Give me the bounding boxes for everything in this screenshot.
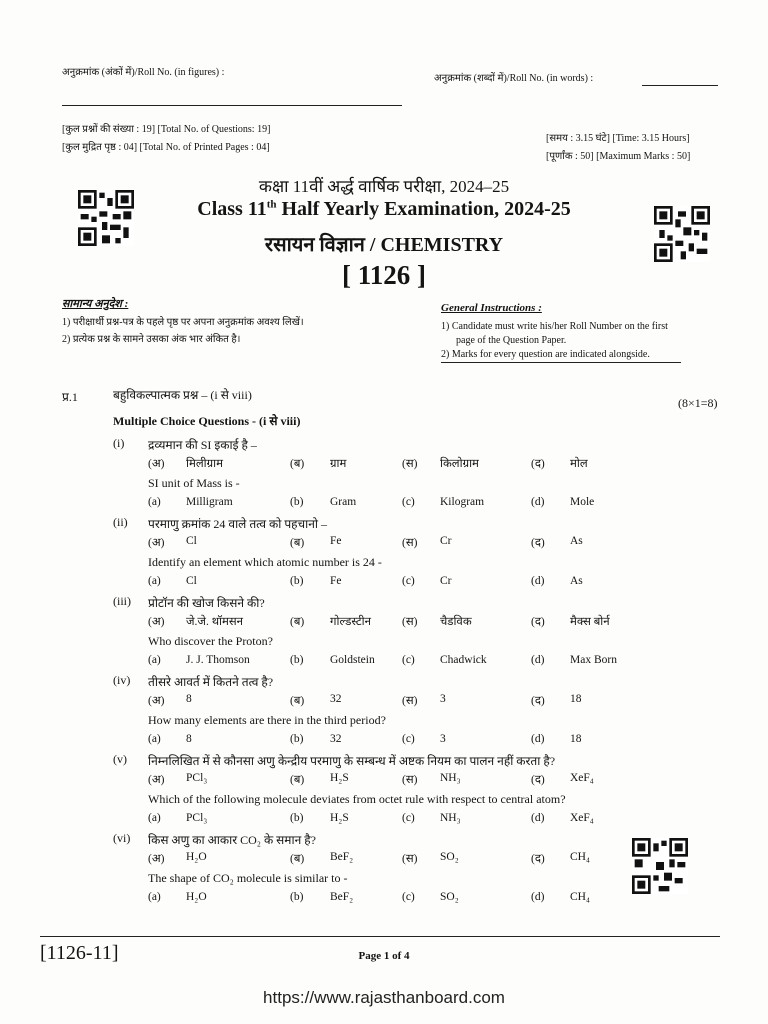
option-text-english: Chadwick bbox=[440, 654, 487, 666]
option-text-english: H₂S bbox=[330, 812, 349, 824]
option-text-hindi: गोल्डस्टीन bbox=[330, 616, 371, 628]
option-text-english: J. J. Thomson bbox=[186, 654, 250, 666]
roll-figures-label: अनुक्रमांक (अंकों में)/Roll No. (in figures) : bbox=[62, 67, 225, 78]
question-text-english: SI unit of Mass is - bbox=[148, 476, 240, 490]
option-label-hindi: (अ) bbox=[148, 774, 165, 786]
option-label-english: (d) bbox=[531, 496, 545, 508]
option-text-hindi: PCl₃ bbox=[186, 772, 208, 784]
option-label-english: (c) bbox=[402, 812, 415, 824]
option-label-hindi: (द) bbox=[531, 774, 545, 786]
option-text-hindi: 8 bbox=[186, 693, 192, 705]
option-label-english: (b) bbox=[290, 496, 304, 508]
option-text-hindi: Fe bbox=[330, 535, 342, 547]
option-text-english: Goldstein bbox=[330, 654, 375, 666]
instruction-hindi-2: 2) प्रत्येक प्रश्न के सामने उसका अंक भार अंकित है। bbox=[62, 334, 241, 345]
roll-words-line bbox=[642, 85, 718, 86]
option-label-hindi: (अ) bbox=[148, 695, 165, 707]
option-text-english: Gram bbox=[330, 496, 357, 508]
option-label-hindi: (स) bbox=[402, 537, 418, 549]
option-text-english: XeF₄ bbox=[570, 812, 594, 824]
option-text-english: BeF₂ bbox=[330, 891, 354, 903]
option-text-english: Cl bbox=[186, 575, 197, 587]
option-label-english: (d) bbox=[531, 891, 545, 903]
option-text-hindi: CH₄ bbox=[570, 851, 590, 863]
question-text-english: Identify an element which atomic number is 24 - bbox=[148, 555, 382, 569]
q1-number: प्र.1 bbox=[62, 390, 78, 404]
option-label-english: (d) bbox=[531, 575, 545, 587]
option-label-hindi: (स) bbox=[402, 458, 418, 470]
option-label-hindi: (स) bbox=[402, 774, 418, 786]
option-label-english: (c) bbox=[402, 891, 415, 903]
footer-line bbox=[40, 936, 720, 937]
option-text-hindi: Cr bbox=[440, 535, 452, 547]
option-label-hindi: (अ) bbox=[148, 853, 165, 865]
instructions-english-heading: General Instructions : bbox=[441, 302, 542, 314]
total-pages: [कुल मुद्रित पृष्ठ : 04] [Total No. of Printed Pages : 04] bbox=[62, 142, 270, 153]
footer-url: https://www.rajasthanboard.com bbox=[263, 988, 505, 1007]
question-number: (vi) bbox=[113, 831, 131, 845]
question-text-english: Which of the following molecule deviates from octet rule with respect to central atom? bbox=[148, 792, 566, 806]
option-label-english: (a) bbox=[148, 654, 161, 666]
instructions-hindi-heading: सामान्य अनुदेश : bbox=[62, 298, 129, 310]
option-label-hindi: (ब) bbox=[290, 537, 305, 549]
question-text-english: The shape of CO₂ molecule is similar to - bbox=[148, 871, 348, 885]
option-text-english: Milligram bbox=[186, 496, 233, 508]
marks-info: [पूर्णांक : 50] [Maximum Marks : 50] bbox=[546, 151, 691, 162]
option-label-hindi: (द) bbox=[531, 695, 545, 707]
qr-code-bottom bbox=[632, 838, 688, 894]
q1-heading-english: Multiple Choice Questions - (i से viii) bbox=[113, 414, 301, 428]
instruction-english-1b: page of the Question Paper. bbox=[456, 335, 567, 346]
option-text-english: NH₃ bbox=[440, 812, 461, 824]
roll-figures-line bbox=[62, 105, 402, 106]
option-label-english: (a) bbox=[148, 891, 161, 903]
question-text-hindi: तीसरे आवर्त में कितने तत्व है? bbox=[148, 675, 274, 689]
option-label-english: (b) bbox=[290, 654, 304, 666]
option-text-english: SO₂ bbox=[440, 891, 459, 903]
option-label-hindi: (अ) bbox=[148, 537, 165, 549]
option-label-english: (c) bbox=[402, 733, 415, 745]
option-text-hindi: BeF₂ bbox=[330, 851, 354, 863]
option-label-hindi: (द) bbox=[531, 853, 545, 865]
option-label-hindi: (अ) bbox=[148, 616, 165, 628]
question-text-hindi: द्रव्यमान की SI इकाई है – bbox=[148, 438, 257, 452]
option-label-english: (b) bbox=[290, 733, 304, 745]
option-text-hindi: 3 bbox=[440, 693, 446, 705]
option-text-hindi: मोल bbox=[570, 458, 588, 470]
option-text-hindi: XeF₄ bbox=[570, 772, 594, 784]
option-text-hindi: जे.जे. थॉमसन bbox=[186, 616, 244, 628]
question-number: (v) bbox=[113, 752, 127, 766]
option-text-hindi: किलोग्राम bbox=[440, 458, 479, 470]
paper-code: [ 1126 ] bbox=[342, 260, 426, 290]
option-text-hindi: मैक्स बोर्न bbox=[570, 616, 610, 628]
option-label-hindi: (द) bbox=[531, 458, 545, 470]
option-text-english: CH₄ bbox=[570, 891, 590, 903]
option-label-english: (d) bbox=[531, 654, 545, 666]
option-label-hindi: (ब) bbox=[290, 695, 305, 707]
question-text-hindi: प्रोटॉन की खोज किसने की? bbox=[148, 596, 265, 610]
question-number: (iv) bbox=[113, 673, 131, 687]
question-text-hindi: किस अणु का आकार CO₂ के समान है? bbox=[148, 833, 316, 847]
option-text-english: Mole bbox=[570, 496, 595, 508]
instruction-english-1a: 1) Candidate must write his/her Roll Number on the first bbox=[441, 321, 668, 332]
option-text-hindi: 32 bbox=[330, 693, 342, 705]
option-text-english: 32 bbox=[330, 733, 342, 745]
option-label-hindi: (ब) bbox=[290, 616, 305, 628]
option-label-hindi: (ब) bbox=[290, 853, 305, 865]
option-text-hindi: H₂O bbox=[186, 851, 207, 863]
option-label-english: (d) bbox=[531, 812, 545, 824]
instructions-underline bbox=[441, 362, 681, 363]
option-text-hindi: NH₃ bbox=[440, 772, 461, 784]
option-text-english: PCl₃ bbox=[186, 812, 208, 824]
q1-marks: (8×1=8) bbox=[678, 396, 718, 410]
question-text-hindi: निम्नलिखित में से कौनसा अणु केन्द्रीय परमाणु के सम्बन्ध में अष्टक नियम का पालन नहीं करता है? bbox=[148, 754, 556, 768]
question-text-english: How many elements are there in the third period? bbox=[148, 713, 386, 727]
question-text-english: Who discover the Proton? bbox=[148, 634, 273, 648]
option-text-hindi: As bbox=[570, 535, 583, 547]
option-label-english: (c) bbox=[402, 654, 415, 666]
footer-code: [1126-11] bbox=[40, 942, 119, 964]
option-label-hindi: (अ) bbox=[148, 458, 165, 470]
option-label-hindi: (स) bbox=[402, 616, 418, 628]
option-text-english: Max Born bbox=[570, 654, 617, 666]
option-text-english: Fe bbox=[330, 575, 342, 587]
q1-heading-hindi: बहुविकल्पात्मक प्रश्न – (i से viii) bbox=[113, 388, 252, 402]
option-text-english: Kilogram bbox=[440, 496, 485, 508]
option-text-english: H₂O bbox=[186, 891, 207, 903]
option-label-hindi: (ब) bbox=[290, 458, 305, 470]
option-text-hindi: 18 bbox=[570, 693, 582, 705]
option-label-english: (a) bbox=[148, 812, 161, 824]
option-label-hindi: (ब) bbox=[290, 774, 305, 786]
question-text-hindi: परमाणु क्रमांक 24 वाले तत्व को पहचानो – bbox=[148, 517, 328, 531]
subject-title: रसायन विज्ञान / CHEMISTRY bbox=[264, 234, 504, 256]
option-label-english: (c) bbox=[402, 496, 415, 508]
option-label-english: (b) bbox=[290, 891, 304, 903]
option-text-hindi: SO₂ bbox=[440, 851, 459, 863]
option-label-hindi: (स) bbox=[402, 695, 418, 707]
option-label-english: (d) bbox=[531, 733, 545, 745]
option-text-english: 3 bbox=[440, 733, 446, 745]
option-text-hindi: ग्राम bbox=[330, 458, 347, 470]
footer-page: Page 1 of 4 bbox=[358, 950, 410, 962]
title-hindi: कक्षा 11वीं अर्द्ध वार्षिक परीक्षा, 2024–25 bbox=[258, 177, 510, 196]
option-text-english: Cr bbox=[440, 575, 452, 587]
question-number: (i) bbox=[113, 436, 125, 450]
option-text-english: As bbox=[570, 575, 583, 587]
instruction-english-2: 2) Marks for every question are indicated alongside. bbox=[441, 349, 650, 360]
option-text-hindi: चैडविक bbox=[440, 616, 472, 628]
option-label-hindi: (द) bbox=[531, 616, 545, 628]
question-number: (ii) bbox=[113, 515, 128, 529]
option-text-english: 8 bbox=[186, 733, 192, 745]
total-questions: [कुल प्रश्नों की संख्या : 19] [Total No. of Questions: 19] bbox=[62, 124, 271, 135]
option-label-hindi: (द) bbox=[531, 537, 545, 549]
question-number: (iii) bbox=[113, 594, 131, 608]
option-label-english: (b) bbox=[290, 575, 304, 587]
instruction-hindi-1: 1) परीक्षार्थी प्रश्न-पत्र के पहले पृष्ठ पर अपना अनुक्रमांक अवश्य लिखें। bbox=[62, 317, 304, 328]
time-info: [समय : 3.15 घंटे] [Time: 3.15 Hours] bbox=[546, 133, 690, 144]
option-label-english: (a) bbox=[148, 733, 161, 745]
title-english: Class 11th Half Yearly Examination, 2024-25 bbox=[197, 198, 571, 220]
option-label-english: (b) bbox=[290, 812, 304, 824]
roll-words-label: अनुक्रमांक (शब्दों में)/Roll No. (in words) : bbox=[434, 73, 594, 84]
option-text-english: 18 bbox=[570, 733, 582, 745]
option-label-english: (a) bbox=[148, 575, 161, 587]
option-label-english: (a) bbox=[148, 496, 161, 508]
option-label-hindi: (स) bbox=[402, 853, 418, 865]
option-label-english: (c) bbox=[402, 575, 415, 587]
option-text-hindi: H₂S bbox=[330, 772, 349, 784]
option-text-hindi: मिलीग्राम bbox=[186, 458, 223, 470]
option-text-hindi: Cl bbox=[186, 535, 197, 547]
